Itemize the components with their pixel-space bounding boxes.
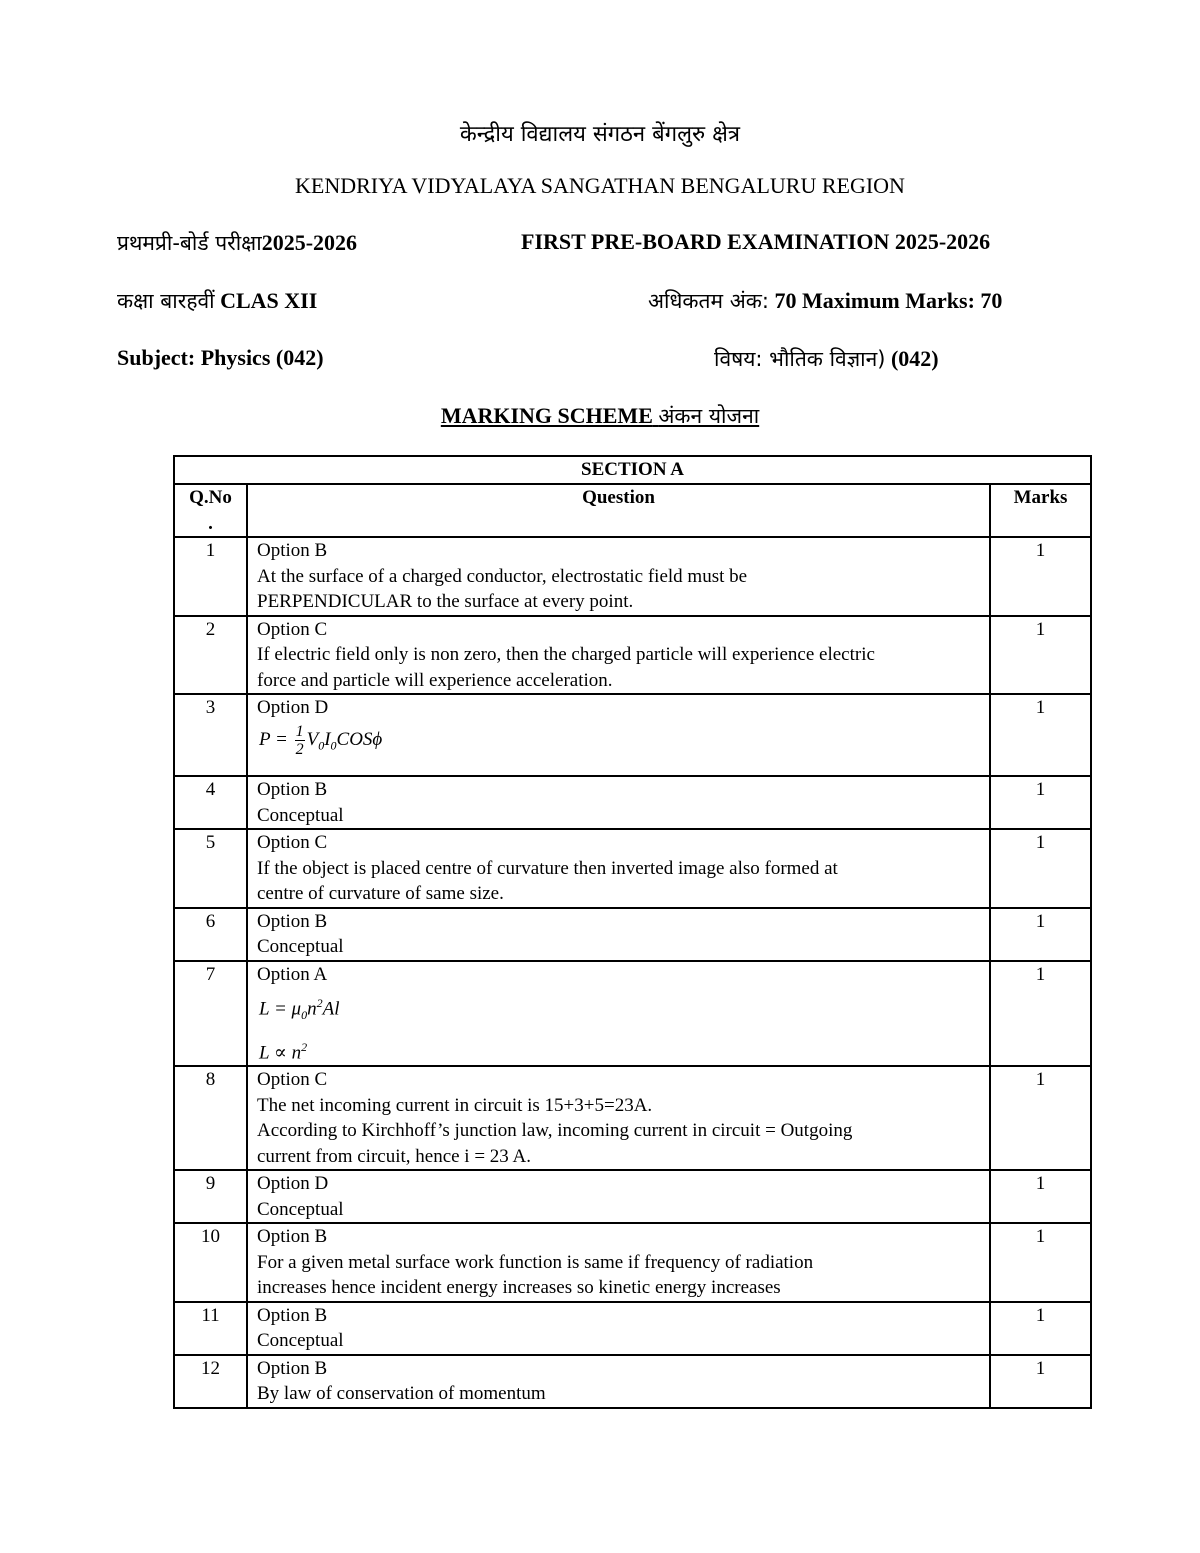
row-qno: 12 [174,1355,247,1408]
subject-hindi-code: (042) [890,346,939,371]
row-qno: 6 [174,908,247,961]
subject-hindi: विषय: भौतिक विज्ञान) [714,347,886,371]
table-row [174,616,1091,695]
row-answer: Option B Conceptual [247,1302,990,1355]
row-answer: Option A $L = \mu_0n^2Al$ $L \propto n^2$ [247,961,990,1067]
class-hindi: कक्षा बारहवीं [117,289,215,313]
row-qno: 4 [174,776,247,829]
table-row [174,829,1091,908]
row-marks: 1 [990,537,1091,616]
row-qno: 3 [174,694,247,776]
class-english: CLAS XII [220,288,318,313]
row-qno: 8 [174,1066,247,1170]
max-marks-english: Maximum Marks: 70 [801,288,1003,313]
row-qno: 2 [174,616,247,695]
row-answer: Option B At the surface of a charged conductor, electrostatic field must be PERPENDICULAR to the surface at every point. [247,537,990,616]
row-qno: 5 [174,829,247,908]
title-hindi: अंकन योजना [658,404,760,428]
row-qno: 11 [174,1302,247,1355]
row-answer: Option B For a given metal surface work function is same if frequency of radiation increases hence incident energy increases so kinetic energy increases [247,1223,990,1302]
row-answer: Option C If electric field only is non zero, then the charged particle will experience electric force and particle will experience acceleration. [247,616,990,695]
header-qno: Q.No . [174,484,247,537]
row-qno: 1 [174,537,247,616]
row-marks: 1 [990,908,1091,961]
table-row [174,1223,1091,1302]
row-marks: 1 [990,1170,1091,1223]
exam-title-english: FIRST PRE-BOARD EXAMINATION 2025-2026 [521,229,991,254]
table-row [174,1066,1091,1170]
table-row [174,1355,1091,1408]
row-marks: 1 [990,829,1091,908]
table-row [174,694,1091,776]
row-marks: 1 [990,776,1091,829]
table-row [174,1302,1091,1355]
header-question: Question [247,484,990,537]
max-marks-value: 70 [774,288,797,313]
header-marks: Marks [990,484,1091,537]
power-formula: P = $\frac{1}{2}$ $V_0I_0COS\phi$ [259,722,383,758]
org-name-hindi: केन्द्रीय विद्यालय संगठन बेंगलुरु क्षेत्र [459,122,741,147]
row-marks: 1 [990,1223,1091,1302]
marking-scheme-title [0,402,1200,430]
row-answer: Option B Conceptual [247,908,990,961]
row-qno: 10 [174,1223,247,1302]
title-english: MARKING SCHEME [440,403,653,428]
subject-english: Subject: Physics (042) [117,345,324,370]
row-marks: 1 [990,1066,1091,1170]
row-answer: Option D Conceptual [247,1170,990,1223]
section-heading: SECTION A [174,456,1091,484]
exam-title-hindi-text: प्रथमप्री-बोर्ड परीक्षा [117,231,262,255]
row-marks: 1 [990,1355,1091,1408]
subject-hindi-line [714,345,939,373]
proportionality-formula: $L \propto n^2$ [259,1039,308,1063]
row-qno: 7 [174,961,247,1067]
org-name-english: KENDRIYA VIDYALAYA SANGATHAN BENGALURU REGION [295,173,905,198]
row-answer: Option C The net incoming current in circuit is 15+3+5=23A. According to Kirchhoff’s junction law, incoming current in circuit = Outgoing current from circuit, hence i = 23 A. [247,1066,990,1170]
table-row [174,908,1091,961]
row-marks: 1 [990,1302,1091,1355]
exam-title-hindi [117,229,357,257]
marking-scheme-table [173,455,1092,1409]
table-row [174,961,1091,1067]
table-row [174,1170,1091,1223]
row-answer: Option D P = $\frac{1}{2}$ $V_0I_0COS\phi$ [247,694,990,776]
max-marks-line [648,287,1002,315]
row-answer: Option C If the object is placed centre of curvature then inverted image also formed at centre of curvature of same size. [247,829,990,908]
table-row [174,537,1091,616]
row-qno: 9 [174,1170,247,1223]
row-answer: Option B By law of conservation of momentum [247,1355,990,1408]
max-marks-hindi: अधिकतम अंक: [648,289,769,313]
exam-year-hindi: 2025-2026 [261,230,358,255]
row-answer: Option B Conceptual [247,776,990,829]
row-marks: 1 [990,961,1091,1067]
inductance-formula: $L = \mu_0n^2Al$ [259,996,340,1023]
row-marks: 1 [990,694,1091,776]
class-line [117,287,317,315]
table-row [174,776,1091,829]
row-marks: 1 [990,616,1091,695]
